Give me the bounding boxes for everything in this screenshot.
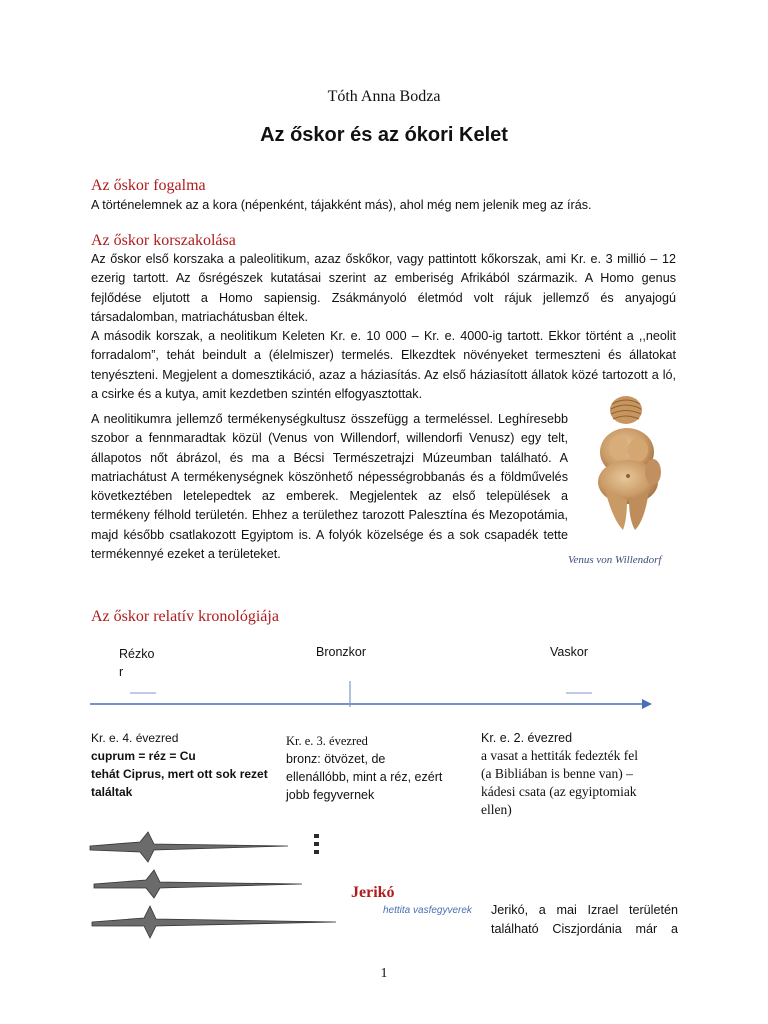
- paragraph-paleolitikum: Az őskor első korszaka a paleolitikum, azaz őskőkor, vagy pattintott kőkorszak, ami Kr. e. 3 millió – 12 ezerig tartott. Az ősrégészek kutatásai szerint az emberiség Afrikából származik. A Homo genus fejlődése eljutott a Homo sapiensig. Zsákmányoló életmód volt rájuk jellemző és anyajogú társadalomban, matriachátusban éltek.: [91, 252, 676, 324]
- era-bronzkor-line2: ellenállóbb, mint a réz, ezért: [286, 770, 443, 784]
- era-rezkor: [91, 729, 281, 801]
- era-rezkor-line1: cuprum = réz = Cu: [91, 749, 196, 763]
- era-vaskor-line4: ellen): [481, 802, 512, 817]
- paragraph-oskor-fogalma: A történelemnek az a kora (népenként, tájakként más), ahol még nem jelenik meg az írás.: [91, 198, 592, 212]
- paragraph-jeriko-line1: Jerikó, a mai Izrael területén: [491, 903, 678, 917]
- paragraph-jeriko: [491, 901, 678, 940]
- era-rezkor-line3: találtak: [91, 785, 133, 799]
- timeline-label-rezkor-line1: Rézko: [119, 647, 155, 661]
- heading-oskor-fogalma: Az őskor fogalma: [91, 177, 206, 194]
- timeline-label-vaskor: Vaskor: [550, 645, 588, 659]
- heading-oskor-korszakolasa: Az őskor korszakolása: [91, 232, 236, 249]
- hittite-weapons-image: [88, 824, 338, 944]
- venus-caption: Venus von Willendorf: [568, 554, 662, 566]
- timeline-axis: [90, 675, 660, 715]
- era-vaskor-line3: kádesi csata (az egyiptomiak: [481, 784, 637, 799]
- era-bronzkor-date: Kr. e. 3. évezred: [286, 734, 368, 748]
- document-title: Az őskor és az ókori Kelet: [260, 124, 508, 146]
- era-bronzkor-line3: jobb fegyvernek: [286, 788, 375, 802]
- heading-kronologia: Az őskor relatív kronológiája: [91, 608, 279, 625]
- venus-figurine-image: [583, 390, 675, 542]
- author-name: Tóth Anna Bodza: [327, 88, 441, 105]
- weapons-caption: hettita vasfegyverek: [383, 905, 472, 916]
- era-bronzkor-line1: bronz: ötvözet, de: [286, 752, 386, 766]
- era-vaskor-line1: a vasat a hettiták fedezték fel: [481, 748, 639, 763]
- paragraph-neolitikum: A második korszak, a neolitikum Keleten Kr. e. 10 000 – Kr. e. 4000-ig tartott. Ekkor történt a ,,neolit forradalom”, tehát beindult a (élelmiszer) termelés. Elkezdtek növényeket termeszteni és állatokat tenyészteni. Megjelent a domesztikáció, azaz a háziasítás. Az első háziasított állatok közé tartozott a ló, a csirke és a kutya, amit kezdetben szintén elfogyasztottak.: [91, 329, 676, 402]
- era-vaskor-date: Kr. e. 2. évezred: [481, 731, 573, 745]
- heading-jeriko: Jerikó: [351, 884, 395, 901]
- era-rezkor-line2: tehát Ciprus, mert ott sok rezet: [91, 767, 268, 781]
- page-number: 1: [380, 966, 388, 981]
- paragraph-group-full: [91, 250, 676, 404]
- paragraph-termekenyseg: A neolitikumra jellemző termékenységkultusz összefügg a termeléssel. Leghíresebb szobor a fennmaradtak közül (Venus von Willendorf, willendorfi Venusz) egy telt, állapotos nőt ábrázol, és ma a Bécsi Természetrajzi Múzeumban található. A matriachátust A termékenységnek köszönhető népességrobbanás és a földművelés következtében letelepedtek az emberek. Megjelentek az első települések a termékeny félhold területén. Ehhez a területhez tarozott Palesztína és Mezopotámia, majd később csatlakozott Egyiptom is. A folyók közelsége és a sok csapadék tette termékennyé ezeket a területeket.: [91, 412, 568, 562]
- era-rezkor-date: Kr. e. 4. évezred: [91, 731, 179, 745]
- era-bronzkor: [286, 732, 476, 804]
- era-vaskor-line2: (a Bibliában is benne van) –: [481, 766, 633, 781]
- timeline-label-bronzkor: Bronzkor: [316, 645, 367, 659]
- timeline-label-rezkor-line2: r: [119, 665, 124, 679]
- era-vaskor: [481, 729, 681, 819]
- paragraph-jeriko-line2: található Ciszjordánia már a: [491, 922, 678, 937]
